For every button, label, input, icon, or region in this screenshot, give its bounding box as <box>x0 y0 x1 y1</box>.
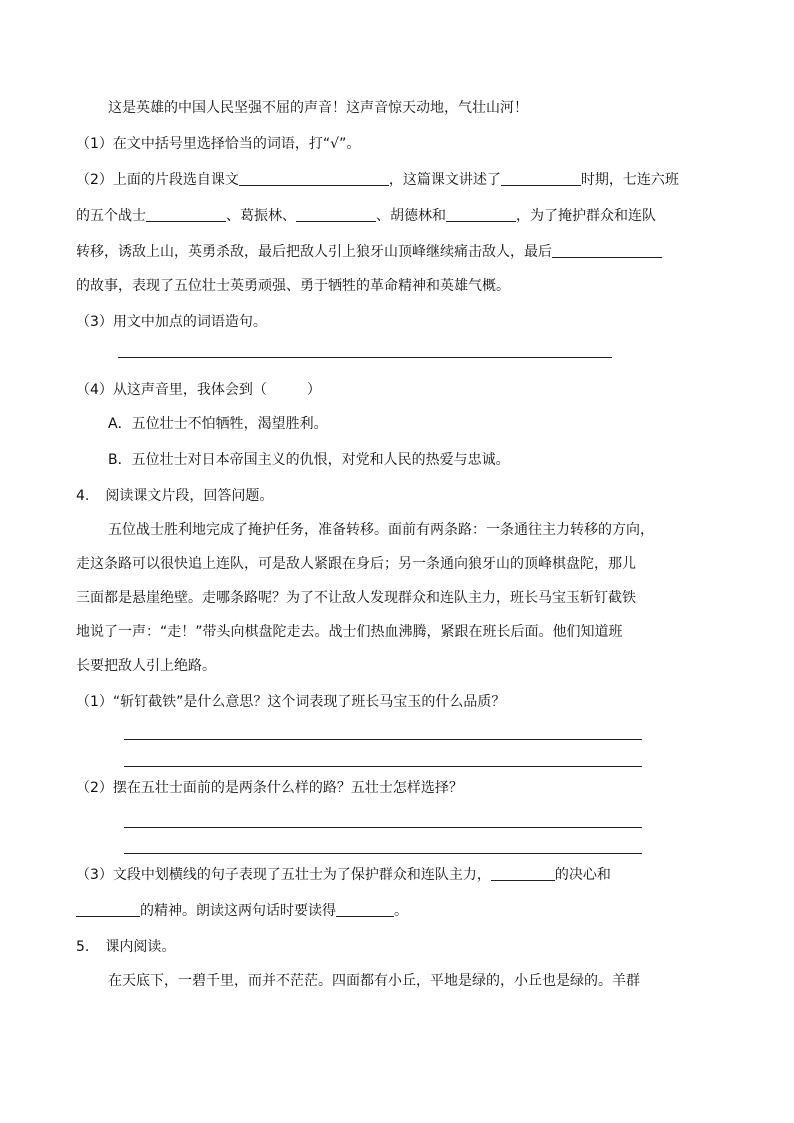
passage-line: 五位战士胜利地完成了掩护任务，准备转移。面前有两条路：一条通往主力转移的方向， <box>108 522 654 538</box>
question-4-2: （2）摆在五壮士面前的是两条什么样的路？五壮士怎样选择？ <box>76 780 463 796</box>
answer-blank[interactable] <box>146 206 226 222</box>
passage-line: 在天底下，一碧千里，而并不茫茫。四面都有小丘，平地是绿的，小丘也是绿的。羊群 <box>108 973 640 989</box>
question-3-3: （3）用文中加点的词语造句。 <box>76 314 267 330</box>
question-3-4: （4）从这声音里，我体会到（ ） <box>76 382 321 398</box>
passage-line: 三面都是悬崖绝壁。走哪条路呢？为了不让敌人发现群众和连队主力，班长马宝玉斩钉截铁 <box>76 590 636 606</box>
answer-line[interactable] <box>124 739 642 740</box>
section-4-heading <box>76 486 273 506</box>
answer-blank[interactable] <box>76 901 140 917</box>
answer-blank[interactable] <box>296 206 376 222</box>
answer-blank[interactable] <box>552 242 662 258</box>
section-5-heading <box>76 937 175 957</box>
answer-blank[interactable] <box>501 170 581 186</box>
question-3-2-line-1: （2）上面的片段选自课文 ，这篇课文讲述了 时期，七连六班 <box>76 172 679 188</box>
answer-line[interactable] <box>124 853 642 854</box>
section-number: 4. <box>76 488 90 504</box>
section-title: 课内阅读。 <box>105 939 176 955</box>
answer-blank[interactable] <box>491 865 555 881</box>
answer-line[interactable] <box>118 357 612 358</box>
question-4-1: （1）“斩钉截铁”是什么意思？这个词表现了班长马宝玉的什么品质？ <box>76 694 506 710</box>
option-b: B．五位壮士对日本帝国主义的仇恨，对党和人民的热爱与忠诚。 <box>108 452 510 468</box>
question-3-2-line-4: 的故事，表现了五位壮士英勇顽强、勇于牺牲的革命精神和英雄气概。 <box>76 278 510 294</box>
passage-line: 走这条路可以很快追上连队，可是敌人紧跟在身后；另一条通向狼牙山的顶峰棋盘陀，那儿 <box>76 556 636 572</box>
answer-blank[interactable] <box>446 206 516 222</box>
section-title: 阅读课文片段，回答问题。 <box>105 488 274 504</box>
question-4-3-line-2: 的精神。朗读这两句话时要读得 。 <box>76 901 408 921</box>
question-3-1: （1）在文中括号里选择恰当的词语，打“√”。 <box>76 136 361 152</box>
passage-line: 长要把敌人引上绝路。 <box>76 658 216 674</box>
option-a: A．五位壮士不怕牺牲，渴望胜利。 <box>108 416 328 432</box>
passage-line: 地说了一声：“走！”带头向棋盘陀走去。战士们热血沸腾，紧跟在班长后面。他们知道班 <box>76 624 623 640</box>
answer-line[interactable] <box>124 827 642 828</box>
question-3-2-line-2: 的五个战士 、葛振林、 、胡德林和 ，为了掩护群众和连队 <box>76 208 656 224</box>
question-3-2-line-3: 转移，诱敌上山，英勇杀敌，最后把敌人引上狼牙山顶峰继续痛击敌人，最后 <box>76 242 662 262</box>
question-4-3-line-1: （3）文段中划横线的句子表现了五壮士为了保护群众和连队主力， 的决心和 <box>76 867 611 883</box>
answer-blank[interactable] <box>336 901 394 917</box>
answer-blank[interactable] <box>239 170 389 186</box>
passage-line: 这是英雄的中国人民坚强不屈的声音！这声音惊天动地，气壮山河！ <box>108 100 528 116</box>
answer-line[interactable] <box>124 766 642 767</box>
section-number: 5. <box>76 939 90 955</box>
